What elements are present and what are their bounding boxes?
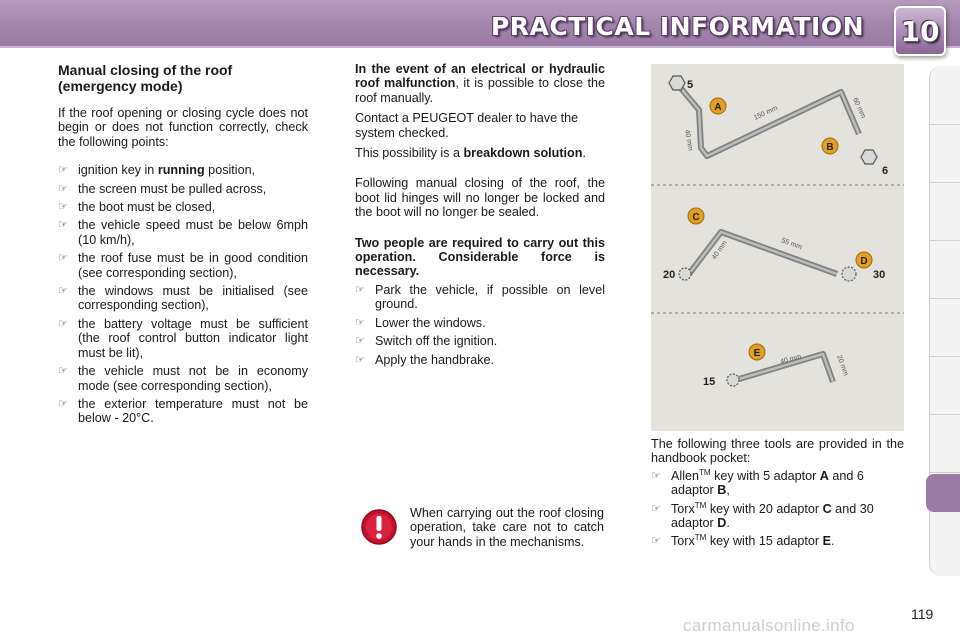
dimension-label: 55 mm	[780, 237, 803, 252]
page-number: 119	[911, 606, 934, 622]
size-label: 20	[663, 269, 676, 281]
two-people-paragraph: Two people are required to carry out this operation. Considerable force is necessary.	[355, 235, 605, 279]
allen-key-tool	[669, 76, 888, 177]
chapter-badge: 10	[894, 6, 946, 56]
torx-key-small-tool	[703, 344, 849, 388]
pointing-hand-icon: ☞	[651, 535, 661, 548]
chapter-tab-divider	[930, 356, 960, 357]
chapter-tab-divider	[930, 414, 960, 415]
chapter-tab-divider	[930, 298, 960, 299]
list-item: ☞ the windows must be initialised (see corresponding section),	[58, 284, 308, 313]
list-item: ☞ Apply the handbrake.	[355, 352, 495, 367]
checklist	[58, 163, 308, 426]
pointing-hand-icon: ☞	[355, 335, 365, 348]
adaptor-label: B	[826, 142, 834, 153]
hinges-paragraph: Following manual closing of the roof, the boot lid hinges will no longer be locked and the boot will no longer be sealed.	[355, 176, 605, 220]
header-divider	[0, 46, 960, 48]
tools-intro: The following three tools are provided in the handbook pocket:	[651, 437, 904, 466]
list-item: ☞ Torx™ key with 15 adaptor E.	[651, 533, 835, 549]
dealer-paragraph: Contact a PEUGEOT dealer to have the system checked.	[355, 111, 579, 140]
warning-text: When carrying out the roof closing operation, take care not to catch your hands in the mechanisms.	[410, 506, 604, 549]
list-item: ☞ Torx™ key with 20 adaptor C and 30 adaptor D.	[651, 500, 874, 531]
pointing-hand-icon: ☞	[58, 285, 68, 298]
size-label: 5	[687, 79, 694, 91]
pointing-hand-icon: ☞	[355, 353, 365, 366]
list-item: ☞ the vehicle must not be in economy mode (see corresponding section),	[58, 364, 308, 393]
pointing-hand-icon: ☞	[58, 365, 68, 378]
list-item: ☞ Switch off the ignition.	[355, 334, 498, 349]
dimension-label: 40 mm	[710, 239, 729, 262]
pointing-hand-icon: ☞	[58, 182, 68, 195]
dimension-label: 40 mm	[779, 353, 803, 366]
list-item: ☞ ignition key in running position,	[58, 163, 256, 178]
dimension-label: 40 mm	[683, 129, 694, 152]
malfunction-paragraph: In the event of an electrical or hydraulic roof malfunction, it is possible to close the roof manually.	[355, 62, 606, 105]
chapter-tab-divider	[930, 182, 960, 183]
list-item: ☞ the roof fuse must be in good condition (see corresponding section),	[58, 251, 308, 280]
chapter-tab-divider	[930, 240, 960, 241]
list-item: ☞ the boot must be closed,	[58, 200, 216, 215]
dimension-label: 150 mm	[752, 104, 779, 122]
list-item: ☞ Lower the windows.	[355, 315, 486, 330]
pointing-hand-icon: ☞	[355, 316, 365, 329]
chapter-tab-divider	[930, 124, 960, 125]
warning-icon	[360, 508, 398, 546]
column-left	[58, 62, 308, 426]
pointing-hand-icon: ☞	[58, 201, 68, 214]
adaptor-label: C	[692, 212, 700, 223]
pointing-hand-icon: ☞	[58, 219, 68, 232]
pointing-hand-icon: ☞	[355, 283, 365, 296]
intro-paragraph: If the roof opening or closing cycle does not begin or does not function correctly, check the following points:	[58, 106, 308, 149]
tools-list	[651, 469, 904, 549]
pointing-hand-icon: ☞	[58, 397, 68, 410]
list-item: ☞ Allen™ key with 5 adaptor A and 6 adaptor B,	[651, 467, 864, 498]
chapter-tab-divider	[930, 472, 960, 473]
size-label: 6	[882, 165, 889, 177]
adaptor-label: E	[753, 348, 761, 359]
watermark: carmanualsonline.info	[683, 616, 855, 635]
page-title: PRACTICAL INFORMATION	[490, 12, 864, 41]
pointing-hand-icon: ☞	[651, 469, 661, 482]
list-item: ☞ the exterior temperature must not be below - 20°C.	[58, 396, 308, 426]
pointing-hand-icon: ☞	[651, 502, 661, 515]
tools-diagram	[651, 64, 904, 431]
dimension-label: 60 mm	[851, 96, 867, 120]
list-item: ☞ the vehicle speed must be below 6mph (10 km/h),	[58, 218, 308, 247]
list-item: ☞ the screen must be pulled across,	[58, 181, 267, 196]
steps-list	[355, 283, 605, 367]
chapter-tab-active[interactable]	[926, 474, 960, 512]
adaptor-label: D	[860, 256, 868, 267]
dimension-label: 20 mm	[835, 354, 850, 377]
list-item: ☞ Park the vehicle, if possible on level ground.	[355, 282, 605, 312]
breakdown-paragraph: This possibility is a breakdown solution.	[355, 146, 586, 161]
section-heading: Manual closing of the roof (emergency mode)	[58, 62, 233, 94]
adaptor-label: A	[714, 102, 722, 113]
pointing-hand-icon: ☞	[58, 164, 68, 177]
size-label: 15	[703, 376, 716, 388]
column-middle	[355, 62, 605, 367]
tools-illustration	[651, 64, 904, 431]
pointing-hand-icon: ☞	[58, 252, 68, 265]
size-label: 30	[873, 269, 886, 281]
pointing-hand-icon: ☞	[58, 317, 68, 330]
torx-key-tool	[663, 208, 885, 281]
list-item: ☞ the battery voltage must be sufficient (the roof control button indicator light must be lit),	[58, 316, 308, 360]
column-right	[651, 437, 904, 549]
